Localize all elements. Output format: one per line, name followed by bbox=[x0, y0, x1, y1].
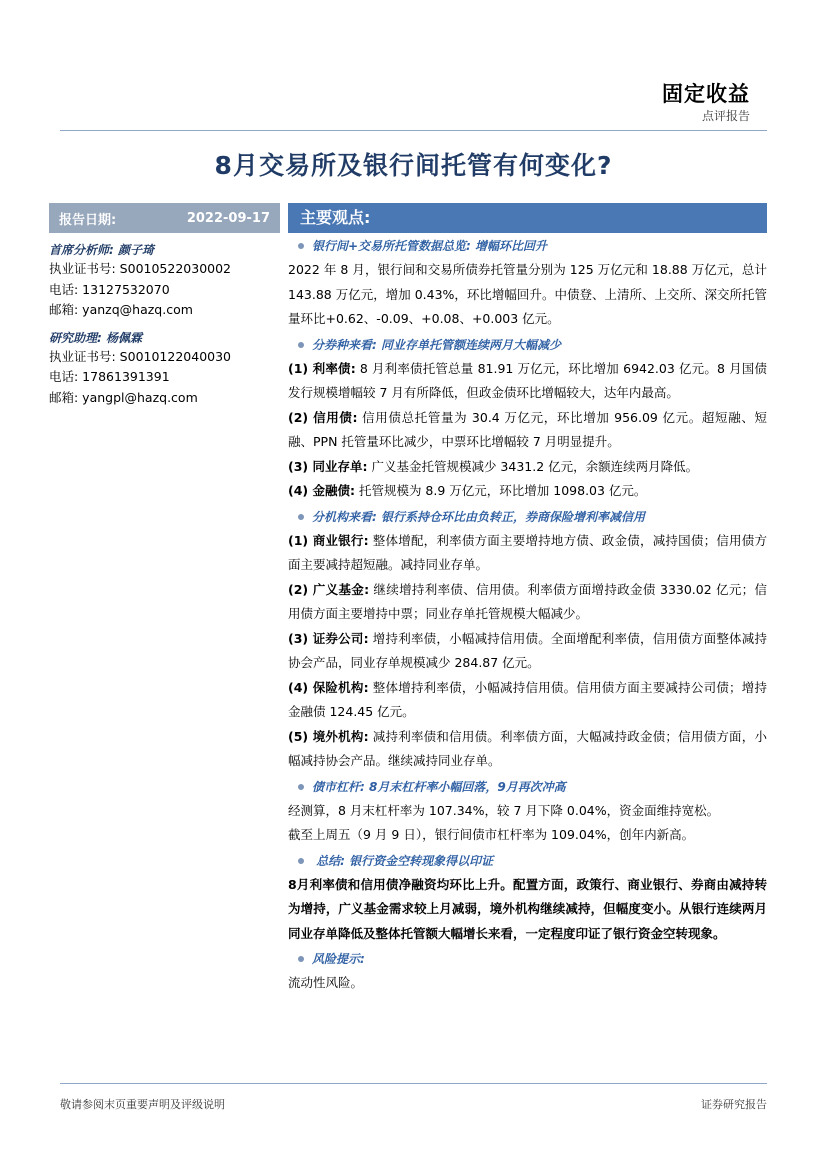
chief-analyst-cert: 执业证书号: S0010522030002 bbox=[49, 261, 232, 276]
section-heading: 分机构来看: 银行系持仓环比由负转正，券商保险增利率减信用 bbox=[288, 505, 767, 529]
list-item: (3) 同业存单: 广义基金托管规模减少 3431.2 亿元，余额连续两月降低。 bbox=[288, 458, 699, 474]
research-assistant-phone: 电话: 17861391391 bbox=[49, 369, 170, 384]
section-heading: 债市杠杆: 8月末杠杆率小幅回落，9月再次冲高 bbox=[288, 775, 767, 799]
bullet-icon bbox=[298, 342, 304, 348]
research-assistant-email[interactable]: 邮箱: yangpl@hazq.com bbox=[49, 389, 198, 405]
list-item: (2) 信用债: 信用债总托管量为 30.4 万亿元，环比增加 956.09 亿元。超短融、短融、PPN 托管量环比减少，中票环比增幅较 7 月明显提升。 bbox=[288, 409, 767, 449]
chief-analyst: 首席分析师: 颜子琦 bbox=[49, 243, 154, 257]
bullet-icon bbox=[298, 956, 304, 962]
header-divider bbox=[60, 130, 767, 131]
paragraph: 经测算，8 月末杠杆率为 107.34%，较 7 月下降 0.04%，资金面维持宽松。 bbox=[288, 802, 720, 818]
bullet-icon bbox=[298, 514, 304, 520]
section-heading: 分券种来看: 同业存单托管额连续两月大幅减少 bbox=[288, 333, 767, 357]
paragraph: 截至上周五（9 月 9 日），银行间债市杠杆率为 109.04%，创年内新高。 bbox=[288, 827, 695, 842]
list-item: (2) 广义基金: 继续增持利率债、信用债。利率债方面增持政金债 3330.02 亿元；信用债方面主要增持中票；同业存单托管规模大幅减少。 bbox=[288, 581, 767, 621]
page-title: 8月交易所及银行间托管有何变化? bbox=[214, 151, 613, 180]
report-date-label: 报告日期: bbox=[59, 212, 117, 228]
paragraph: 2022 年 8 月，银行间和交易所债券托管量分别为 125 万亿元和 18.88 万亿元，总计 143.88 万亿元，增加 0.43%，环比增幅回升。中债登、上清所、上交所、深交所托管量环比+0.62、-0.09、+0.08、+0.003 亿元。 bbox=[288, 262, 767, 326]
bullet-icon bbox=[298, 784, 304, 790]
research-assistant-cert: 执业证书号: S0010122040030 bbox=[49, 348, 232, 364]
report-category: 固定收益 bbox=[662, 82, 750, 106]
list-item: (4) 金融债: 托管规模为 8.9 万亿元，环比增加 1098.03 亿元。 bbox=[288, 483, 647, 498]
bullet-icon bbox=[298, 243, 304, 249]
paragraph: 流动性风险。 bbox=[288, 975, 364, 990]
main-views-heading: 主要观点: bbox=[288, 203, 767, 233]
chief-analyst-email[interactable]: 邮箱: yanzq@hazq.com bbox=[49, 302, 193, 317]
section-heading: 银行间+交易所托管数据总览: 增幅环比回升 bbox=[288, 234, 767, 258]
list-item: (3) 证券公司: 增持利率债，小幅减持信用债。全面增配利率债，信用债方面整体减持协会产品，同业存单规模减少 284.87 亿元。 bbox=[288, 630, 767, 670]
report-type: 点评报告 bbox=[701, 109, 750, 123]
section-heading: 总结: 银行资金空转现象得以印证 bbox=[288, 849, 767, 873]
research-assistant: 研究助理: 杨佩霖 bbox=[49, 330, 142, 345]
footer-disclaimer: 敬请参阅末页重要声明及评级说明 bbox=[60, 1098, 225, 1111]
main-views bbox=[288, 203, 767, 996]
section-heading: 风险提示: bbox=[288, 947, 767, 971]
list-item: (5) 境外机构: 减持利率债和信用债。利率债方面，大幅减持政金债；信用债方面，小幅减持协会产品。继续减持同业存单。 bbox=[288, 728, 767, 768]
footer-label: 证券研究报告 bbox=[701, 1098, 767, 1111]
report-date-value: 2022-09-17 bbox=[186, 210, 270, 226]
footer-divider bbox=[60, 1083, 767, 1084]
chief-analyst-phone: 电话: 13127532070 bbox=[49, 281, 170, 297]
analyst-panel bbox=[49, 203, 280, 408]
summary-paragraph: 8月利率债和信用债净融资均环比上升。配置方面，政策行、商业银行、券商由减持转为增持，广义基金需求较上月减弱，境外机构继续减持，但幅度变小。从银行连续两月同业存单降低及整体托管额大幅增长来看，一定程度印证了银行资金空转现象。 bbox=[288, 876, 767, 941]
report-date-bar bbox=[49, 203, 280, 233]
list-item: (1) 利率债: 8 月利率债托管总量 81.91 万亿元，环比增加 6942.03 亿元。8 月国债发行规模增幅较 7 月有所降低，但政金债环比增幅较大，达年内最高。 bbox=[288, 360, 767, 400]
list-item: (1) 商业银行: 整体增配，利率债方面主要增持地方债、政金债，减持国债；信用债方面主要减持超短融。减持同业存单。 bbox=[288, 532, 767, 572]
bullet-icon bbox=[298, 858, 304, 864]
list-item: (4) 保险机构: 整体增持利率债，小幅减持信用债。信用债方面主要减持公司债；增持金融债 124.45 亿元。 bbox=[288, 679, 767, 719]
